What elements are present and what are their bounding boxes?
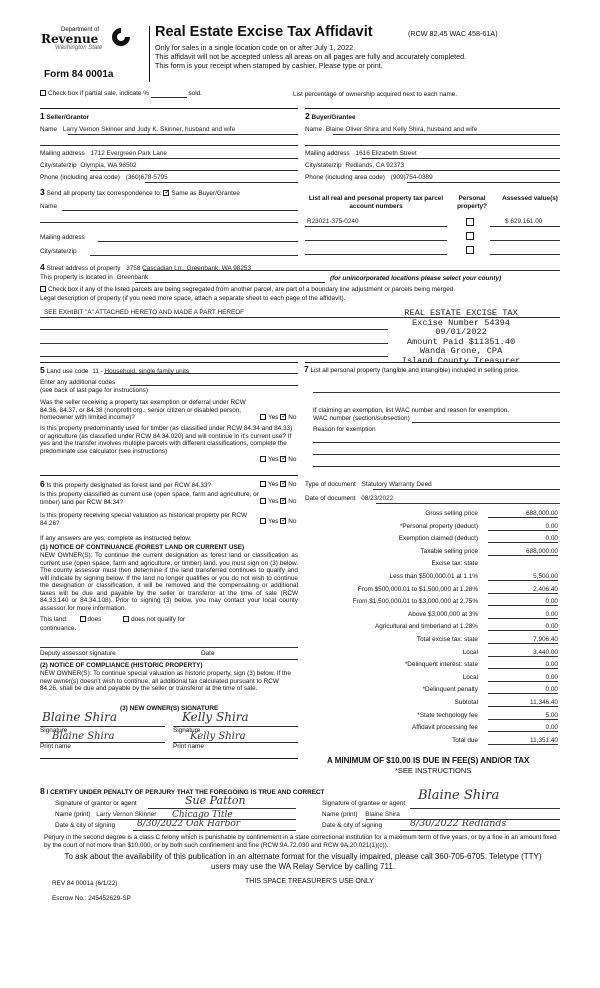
grantor-name-row: Name (print) Larry Vernon Skinner (55, 811, 157, 818)
assessed-underline-3 (490, 254, 560, 255)
grantor-date-line (133, 830, 296, 831)
corr-mail-field[interactable] (98, 241, 298, 242)
timber-no-checkbox[interactable] (280, 456, 286, 462)
corr-extra-line (40, 222, 298, 223)
logo-state: Washington State (55, 45, 103, 51)
seller-mail-field[interactable]: 1712 Evergreen Park Lane (90, 150, 167, 157)
seller-name-field[interactable]: Larry Vernon Skinner and Judy K. Skinner, husband and wife (62, 126, 236, 133)
assessed-col-header: Assessed value(s) (502, 195, 558, 202)
tax-row-label: *Delinquent interest: state (404, 661, 478, 669)
owner2-signature[interactable]: Kelly Shira (182, 710, 249, 724)
located-underline (135, 282, 325, 283)
stamp-excise-number: Excise Number 54394 (412, 317, 510, 328)
doc-date-row: Date of document 08/23/2022 (305, 495, 394, 502)
forest-yes-no: Yes ✓ No (260, 481, 296, 488)
rule-5 (40, 362, 298, 363)
section7-heading: 7 List all personal property (tangible and intangible) included in selling price. (304, 364, 520, 374)
land-use-underline (104, 373, 298, 374)
tax-row-label: Above $3,000,000 at 3% (408, 610, 478, 618)
doc-type-row: Type of document Statutory Warranty Deed (305, 481, 432, 488)
assessed-value[interactable]: $ 629,161.00 (505, 218, 543, 225)
seller-name-row: Name Larry Vernon Skinner and Judy K. Skinner, husband and wife (40, 126, 236, 133)
any-yes-note: If any answers are yes, complete as instructed below. (40, 535, 192, 542)
dor-logo (41, 27, 131, 51)
exemption-yes-checkbox[interactable] (260, 414, 266, 420)
treasurer-stamp (386, 309, 536, 367)
tax-row-label: Total due (452, 736, 478, 744)
seller-name-underline (68, 134, 298, 135)
grantee-signature[interactable]: Blaine Shira (418, 788, 500, 803)
compliance-heading: (2) NOTICE OF COMPLIANCE (HISTORIC PROPERTY) (40, 662, 203, 669)
legal-line-3 (40, 343, 388, 344)
forest-no-checkbox[interactable] (280, 481, 286, 487)
tax-row-label: Total excise tax: state (416, 636, 478, 643)
note-line-1: Only for sales in a single location code on or after July 1, 2022. (155, 43, 356, 52)
deputy-label: Deputy assessor signature (40, 650, 116, 657)
owner1-print[interactable]: Blaine Shira (52, 731, 115, 742)
rule-8 (40, 758, 298, 759)
buyer-name-underline (333, 134, 560, 135)
deputy-date-label: Date (201, 650, 215, 657)
section4-address-row: 4 Street address of property 3758 Cascadian Ln., Greenbank, WA 98253 (40, 262, 252, 272)
tax-row-value[interactable]: 0.00 (488, 523, 558, 531)
grantor-name-field[interactable]: Larry Vernon Skinner (96, 811, 157, 818)
rule-1 (40, 108, 298, 109)
tax-row-label: *Personal property (deduct) (399, 522, 478, 530)
seller-mail-underline (100, 158, 298, 159)
certify-heading: 8 I CERTIFY UNDER PENALTY OF PERJURY THAT THE FOREGOING IS TRUE AND CORRECT (40, 786, 325, 796)
reason-field-1[interactable] (313, 442, 560, 443)
logo-dept: Department of (60, 27, 100, 33)
tax-row-value[interactable]: 0.00 (488, 535, 558, 543)
partial-sale-checkbox[interactable] (40, 90, 46, 96)
current-use-yes-no: Yes ✓ No (260, 498, 296, 505)
header-divider (149, 26, 150, 82)
buyer-mail-underline (362, 158, 560, 159)
tax-row-value[interactable]: 688,000.00 (488, 548, 558, 556)
new-owner-sig-heading: (3) NEW OWNER(S) SIGNATURE (120, 705, 219, 712)
tax-row-value[interactable]: 7,906.40 (488, 636, 558, 644)
seller-phone-underline (145, 182, 298, 183)
partial-sale-label: Check box if partial sale, indicate % (48, 90, 149, 97)
located-field[interactable]: Greenbank (116, 274, 149, 281)
personal-property-field[interactable] (313, 392, 560, 393)
perjury-notice: Perjury in the second degree is a class C felony which is punishable by confinement in a state correctional institution for a maximum term of five years, or by a fine in an amount fixed by the court of not more than $10,000, or by both such confinement and fine (RCW 9A.72.030 and RCW 9A.20.021(1)(c)). (44, 834, 557, 849)
see-instructions: *SEE INSTRUCTIONS (395, 766, 472, 775)
owner1-sig-label: Signature (40, 727, 68, 734)
stamp-date: 09/01/2022 (435, 327, 487, 338)
minimum-due-note: A MINIMUM OF $10.00 IS DUE IN FEE(S) AND/OR TAX (327, 756, 530, 765)
pct-ownership-note: List percentage of ownership acquired next to each name. (293, 91, 458, 98)
personal-checkbox-3[interactable] (466, 246, 476, 254)
revenue-swoosh-icon (111, 27, 131, 47)
form-notes (155, 43, 466, 70)
current-use-question: Is this property classified as current use (open space, farm and agriculture, or timber) land per RCW 84.34? (40, 491, 259, 506)
assessed-underline-1 (490, 226, 560, 227)
current-use-yes-checkbox[interactable] (260, 498, 266, 504)
personal-checkbox-2[interactable] (466, 232, 476, 240)
owner2-print-label: Print name (173, 743, 204, 750)
tax-row-label: Local (462, 673, 478, 681)
wac-field[interactable] (412, 422, 560, 423)
segregated-checkbox[interactable] (40, 286, 46, 292)
buyer-mail-field[interactable]: 1616 Elizabeth Street (355, 150, 417, 157)
tax-row-label: From $1,500,000.01 to $3,000,000 at 2.75% (352, 598, 478, 606)
deputy-extra-line (40, 659, 298, 660)
stamp-line-1: REAL ESTATE EXCISE TAX (404, 308, 518, 318)
exemption-question: Was the seller receiving a property tax exemption or deferral under RCW 84.36, 84.37, or 84.38 (nonprofit org., senior citizen or disabled person, homeowner with limited income)? (40, 399, 246, 422)
tax-row-value[interactable]: 0.00 (488, 623, 558, 631)
additional-codes: Enter any additional codes (see back of last page for instructions) (40, 379, 148, 394)
seller-phone-field[interactable]: (360)678-5795 (125, 174, 168, 181)
seller-city-underline (90, 170, 298, 171)
note-line-3: This form is your receipt when stamped by cashier. Please type or print. (155, 61, 383, 70)
property-address-field[interactable]: 3758 Cascadian Ln., Greenbank, WA 98253 (126, 265, 252, 272)
segregated-row: Check box if any of the listed parcels are being segregated from another parcel, are part of a boundary line adjustment or parcels being merged. (40, 286, 565, 293)
grantee-name-row: Name (print) Blaine Shira (322, 811, 400, 818)
tax-row-value[interactable]: 2,406.40 (488, 586, 558, 594)
logo-revenue: Revenue (41, 32, 99, 46)
buyer-phone-underline (407, 182, 560, 183)
forest-yes-checkbox[interactable] (260, 481, 266, 487)
partial-sold-label: sold. (188, 90, 202, 97)
tax-row-value[interactable]: 0.00 (488, 686, 558, 694)
doc-type-underline (373, 489, 560, 490)
timber-question: Is this property predominantly used for timber (as classified under RCW 84.34 and 84.33) or agriculture (as classified under RCW 84.34.020) and will continue in it's current use? If yes and the transfer involves multiple parcels with different classifications, complete the predominate use calculator (see instructions) (40, 425, 293, 456)
corr-name-label: Name (40, 203, 58, 210)
stamp-name: Wanda Grone, CPA (419, 346, 503, 357)
tax-row-label: *State technology fee (417, 711, 478, 719)
personal-col-header: Personal property? (457, 195, 487, 210)
does-checkbox[interactable] (80, 616, 86, 622)
form-number: Form 84 0001a (44, 69, 114, 80)
tax-row-value[interactable]: 5.00 (488, 712, 558, 720)
corr-name-field[interactable] (62, 210, 298, 211)
tax-row-label: Local (462, 648, 478, 656)
grantee-sig-label: Signature of grantee or agent (322, 800, 406, 807)
tax-row-value[interactable]: 0.00 (488, 598, 558, 606)
tax-row-label: Subtotal (454, 699, 478, 706)
personal-checkbox-1[interactable] (466, 218, 476, 226)
does-not-checkbox[interactable] (123, 616, 129, 622)
treasurer-use-only: THIS SPACE TREASURER'S USE ONLY (245, 878, 374, 885)
tax-row-value[interactable]: 0.00 (488, 611, 558, 619)
rev-number: REV 84 0001a (6/1/22) (52, 880, 118, 887)
doc-type-field[interactable]: Statutory Warranty Deed (361, 481, 432, 488)
continuance-label: continuance. (40, 625, 77, 632)
legal-description-label: Legal description of property (if you need more space, attach a separate sheet to each page of the affidavit). (40, 295, 346, 302)
grantee-date-field[interactable]: 8/30/2022 Redlands (410, 818, 507, 829)
additional-codes-field[interactable] (130, 385, 298, 386)
form-rcw: (RCW 82.45 WAC 458-61A) (408, 29, 498, 38)
unincorporated-note: (for unincorporated locations please select your county) (330, 275, 502, 282)
legal-line-4 (40, 356, 388, 357)
seller-mail-row: Mailing address 1712 Evergreen Park Lane (40, 150, 167, 157)
seller-city-field[interactable]: Olympia, WA 98502 (80, 162, 137, 169)
buyer-name-row: Name Blaine Oliver Shira and Kelly Shira, husband and wife (305, 126, 478, 133)
tax-row-value[interactable]: 688,000.00 (488, 510, 558, 518)
grantor-sig-line (148, 808, 296, 809)
owner2-print[interactable]: Kelly Shira (190, 731, 246, 742)
seller-heading: 1 Seller/Grantor (40, 111, 90, 121)
buyer-city-underline (352, 170, 560, 171)
tax-row-label: Taxable selling price (420, 547, 478, 555)
reason-label: Reason for exemption (313, 426, 376, 433)
owner1-print-label: Print name (40, 743, 71, 750)
tax-row-value[interactable]: 3,440.00 (488, 649, 558, 657)
current-use-no-checkbox[interactable] (280, 498, 286, 504)
buyer-mail-row: Mailing address 1616 Elizabeth Street (305, 150, 417, 157)
tax-row-value[interactable]: 11,351.40 (488, 737, 558, 745)
reason-field-2[interactable] (313, 454, 560, 455)
reason-field-3[interactable] (313, 466, 560, 467)
grantee-date-line (400, 830, 560, 831)
note-line-2: This affidavit will not be accepted unless all areas on all pages are fully and accurately completed. (155, 52, 467, 61)
parcel-col-header: List all real and personal property tax parcel account numbers (308, 195, 444, 210)
legal-line-1 (40, 317, 388, 318)
buyer-extra-line (305, 145, 560, 146)
escrow-number: Escrow No.: 245452629-SP (52, 895, 131, 902)
form-title: Real Estate Excise Tax Affidavit (155, 24, 373, 40)
rule-6 (40, 475, 298, 476)
grantee-sig-line (410, 808, 560, 809)
partial-pct-field[interactable] (151, 90, 187, 98)
claim-exemption: If claiming an exemption, list WAC number and reason for exemption. (313, 407, 510, 414)
address-underline (143, 270, 560, 271)
tax-row-value[interactable]: 11,346.40 (488, 699, 558, 707)
tax-row-value[interactable]: 0.00 (488, 674, 558, 682)
parcel-underline-3 (305, 254, 447, 255)
parcel-underline-2 (305, 240, 447, 241)
grantee-date-label: Date & city of signing (322, 822, 383, 829)
seller-city-row: City/state/zip Olympia, WA 98502 (40, 162, 137, 169)
parcel-underline-1 (305, 226, 447, 227)
tax-row-label: Gross selling price (425, 510, 478, 517)
tax-row-label: From $500,000.01 to $1,500,000 at 1.28% (357, 585, 478, 593)
tax-row-value[interactable]: 0.00 (488, 661, 558, 669)
partial-sale-row (40, 90, 202, 98)
grantor-sig-label: Signature of grantor or agent (55, 800, 137, 807)
stamp-office: Island County Treasurer (401, 355, 521, 366)
land-use-field[interactable]: 11 - Household, single family units (92, 368, 190, 375)
located-row: This property is located in Greenbank (40, 274, 149, 281)
historic-question: Is this property receiving special valuation as historical property per RCW 84.26? (40, 512, 248, 527)
doc-date-field[interactable]: 08/23/2022 (361, 495, 394, 502)
exemption-yes-no: Yes ✓ No (260, 414, 296, 421)
tax-row-label: Agricultural and timberland at 1.28% (374, 623, 478, 631)
forest-question: 6 Is this property designated as forest land per RCW 84.33? (40, 479, 211, 489)
accessibility-notice: To ask about the availability of this publication in an alternate format for the visually impaired, please call 360-705-6705. Teletype (TTY) users may use the WA Relay Service by calling 711. (64, 852, 542, 871)
buyer-city-row: City/state/zip Redlands, CA 92373 (305, 162, 404, 169)
buyer-phone-row: Phone (including area code) (909)754-0389 (305, 174, 433, 181)
rule-7 (305, 362, 560, 363)
land-use-row: 5 Land use code 11 - Household, single family units (40, 365, 190, 375)
tax-row-value[interactable]: 0.00 (488, 724, 558, 732)
grantor-date-field[interactable]: 8/30/2022 Oak Harbor (137, 819, 241, 829)
buyer-heading: 2 Buyer/Grantee (305, 111, 356, 121)
grantor-date-label: Date & city of signing (55, 822, 116, 829)
tax-row-value[interactable]: 5,500.00 (488, 573, 558, 581)
stamp-amount: Amount Paid $11351.40 (406, 336, 516, 347)
wac-label: WAC number (section/subsection) (313, 415, 410, 422)
timber-yes-checkbox[interactable] (260, 456, 266, 462)
same-as-buyer-checkbox[interactable] (163, 190, 169, 196)
grantor-company-signature: Chicago Title (172, 810, 233, 820)
section3-heading: 3 Send all property tax correspondence to: ✓ Same as Buyer/Grantee (40, 187, 240, 197)
tax-row-label: Exemption claimed (deduct) (398, 535, 478, 543)
buyer-city-field[interactable]: Redlands, CA 92373 (345, 162, 404, 169)
parcel-number[interactable]: R23021-375-0240 (307, 218, 359, 225)
historic-yes-no: Yes ✓ No (260, 518, 296, 525)
compliance-text: NEW OWNER(S): To continue special valuation as historic property, sign (3) below. If the new owner(s) doesn't wish to continue, all additional tax calculated pursuant to RCW 84.26, shall be due and payable by the seller or transferor at the time of sale. (40, 670, 291, 692)
corr-city-field[interactable] (90, 255, 298, 256)
seller-extra-line (40, 145, 298, 146)
owner2-sig-label: Signature (173, 727, 201, 734)
qualify-row: This land: does does not qualify for (40, 616, 186, 623)
corr-city-label: City/state/zip (40, 248, 77, 255)
owner1-signature[interactable]: Blaine Shira (42, 710, 117, 724)
continuance-text: NEW OWNER(S): To continue the current designation as forest land or classification as current use (open space, farm and agriculture, or timber) land, you must sign on (3) below. The county assessor must then determine if the land transferred continues to qualify and will indicate by signing below. If the land no longer qualifies or you do not wish to continue the designation or classification, it will be removed and the compensating or additional taxes will be due and payable by the seller or transferor at the time of sale (RCW 84.33.140 or 84.34.108). Prior to signing (3) below, you may contact your local county assessor for more information. (40, 552, 298, 612)
timber-yes-no: Yes ✓ No (260, 456, 296, 463)
seller-phone-row: Phone (including area code) (360)678-5795 (40, 174, 168, 181)
continuance-heading: (1) NOTICE OF CONTINUANCE (FOREST LAND OR CURRENT USE) (40, 544, 245, 551)
legal-description-field[interactable]: SEE EXHIBIT "A" ATTACHED HERETO AND MADE A PART HEREOF (44, 309, 245, 316)
doc-date-underline (376, 503, 560, 504)
corr-mail-label: Mailing address (40, 234, 85, 241)
exemption-no-checkbox[interactable] (280, 414, 286, 420)
tax-row-label: *Delinquent penalty (422, 686, 478, 694)
grantee-name-field[interactable]: Blaine Shira (365, 811, 400, 818)
assessed-underline-2 (490, 240, 560, 241)
grantor-signature[interactable]: Sue Patton (185, 794, 246, 807)
buyer-name-field[interactable]: Blaine Oliver Shira and Kelly Shira, husband and wife (325, 126, 478, 133)
tax-row-label: Less than $500,000.01 at 1.1% (389, 573, 478, 580)
buyer-phone-field[interactable]: (909)754-0389 (390, 174, 433, 181)
legal-line-2 (40, 329, 388, 330)
tax-row-label: Affidavit processing fee (412, 724, 478, 732)
rule-2 (305, 108, 560, 109)
tax-row-label: Excise tax: state (431, 560, 478, 568)
